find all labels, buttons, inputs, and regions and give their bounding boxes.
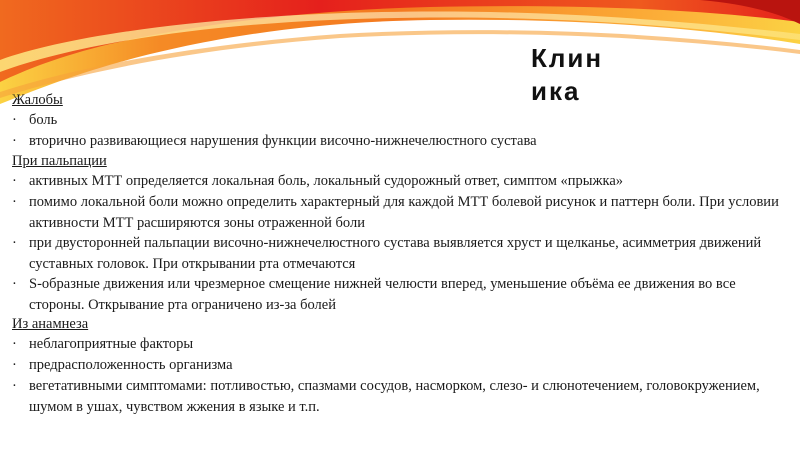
- bullet-text: при двусторонней пальпации височно-нижнечелюстного сустава выявляется хруст и щелканье, асимметрия движений суставных головок. При открывании рта отмечаются: [29, 235, 762, 272]
- bullet-text: активных МТТ определяется локальная боль, локальный судорожный ответ, симптом «прыжка»: [29, 173, 624, 189]
- bullet-dot-icon: ·: [12, 276, 17, 292]
- slide-title-line-1: Клин: [531, 43, 604, 73]
- bullet-item: [12, 376, 782, 417]
- bullet-item: [12, 131, 782, 152]
- bullet-text: предрасположенность организма: [29, 357, 233, 373]
- bullet-dot-icon: ·: [12, 133, 17, 149]
- bullet-item: [12, 233, 782, 274]
- slide-body: [12, 91, 782, 417]
- bullet-dot-icon: ·: [12, 194, 17, 210]
- bullet-item: [12, 334, 782, 355]
- bullet-item: [12, 171, 782, 192]
- bullet-text: неблагоприятные факторы: [29, 336, 194, 352]
- slide-title-line-2: ика: [531, 76, 581, 106]
- section-heading-anamnesis: Из анамнеза: [12, 316, 89, 332]
- bullet-dot-icon: ·: [12, 173, 17, 189]
- bullet-dot-icon: ·: [12, 336, 17, 352]
- bullet-dot-icon: ·: [12, 112, 17, 128]
- section-heading-complaints: Жалобы: [12, 92, 63, 108]
- bullet-text: вегетативными симптомами: потливостью, спазмами сосудов, насморком, слезо- и слюнотечением, головокружением, шумом в ушах, чувством жжения в языке и т.п.: [29, 378, 760, 415]
- bullet-text: S-образные движения или чрезмерное смещение нижней челюсти вперед, уменьшение объёма ее движения во все стороны. Открывание рта ограничено из-за болей: [29, 276, 736, 313]
- bullet-item: [12, 192, 782, 233]
- bullet-dot-icon: ·: [12, 357, 17, 373]
- bullet-dot-icon: ·: [12, 235, 17, 251]
- bullet-text: вторично развивающиеся нарушения функции височно-нижнечелюстного сустава: [29, 133, 537, 149]
- section-heading-palpation: При пальпации: [12, 153, 107, 169]
- bullet-text: помимо локальной боли можно определить характерный для каждой МТТ болевой рисунок и паттерн боли. При условии активности МТТ расширяются зоны отраженной боли: [29, 194, 779, 231]
- bullet-item: [12, 355, 782, 376]
- bullet-dot-icon: ·: [12, 378, 17, 394]
- bullet-text: боль: [29, 112, 58, 128]
- bullet-item: [12, 274, 782, 315]
- bullet-item: [12, 110, 782, 131]
